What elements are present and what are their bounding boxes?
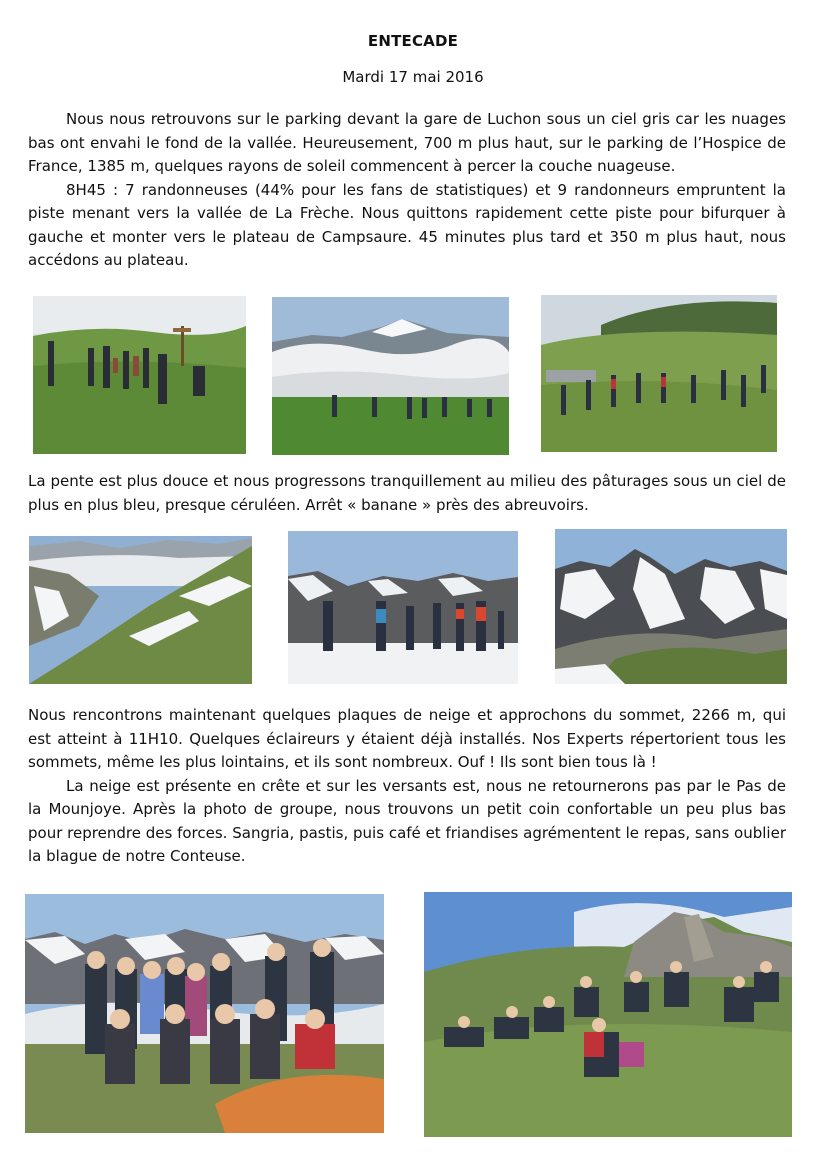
photo-snowy-slope-valley bbox=[29, 536, 252, 684]
page-title: ENTECADE bbox=[367, 32, 459, 50]
paragraph-pasture: La pente est plus douce et nous progressons tranquillement au milieu des pâturages sous un ciel de plus en plus bleu, presque céruléen. Arrêt « banane » près des abreuvoirs. bbox=[28, 472, 786, 514]
paragraph-summit-1: Nous rencontrons maintenant quelques plaques de neige et approchons du sommet, 2266 m, qui est atteint à 11H10. Quelques éclaireurs y étaient déjà installés. Nos Experts répertorient tous les sommets, même les plus lointains, et ils sont nombreux. Ouf ! Ils sont bien tous là ! bbox=[28, 706, 786, 771]
photo-snowy-peaks-summit bbox=[555, 529, 787, 684]
paragraph-intro-1: Nous nous retrouvons sur le parking devant la gare de Luchon sous un ciel gris car les nuages bas ont envahi le fond de la vallée. Heureusement, 700 m plus haut, sur le parking de l’Hospice de France, 1385 m, quelques rayons de soleil commencent à percer la couche nuageuse. bbox=[28, 110, 786, 175]
paragraph-intro bbox=[28, 108, 786, 273]
photo-hikers-plateau-troughs bbox=[541, 295, 777, 452]
photo-group-summit bbox=[25, 894, 384, 1133]
paragraph-summit bbox=[28, 704, 786, 869]
paragraph-intro-2: 8H45 : 7 randonneuses (44% pour les fans de statistiques) et 9 randonneurs empruntent la piste menant vers la vallée de La Frèche. Nous quittons rapidement cette piste pour bifurquer à gauche et monter vers le plateau de Campsaure. 45 minutes plus tard et 350 m plus haut, nous accédons au plateau. bbox=[28, 180, 786, 269]
photo-group-start bbox=[33, 296, 246, 454]
page-date: Mardi 17 mai 2016 bbox=[342, 68, 484, 86]
photo-picnic-rocks bbox=[424, 892, 792, 1137]
paragraph-summit-2: La neige est présente en crête et sur les versants est, nous ne retournerons pas par le Pas de la Mounjoye. Après la photo de groupe, nous trouvons un petit coin confortable un peu plus bas pour reprendre des forces. Sangria, pastis, puis café et friandises agrémentent le repas, sans oublier la blague de notre Conteuse. bbox=[28, 776, 786, 865]
photo-hikers-on-snow bbox=[288, 531, 518, 684]
photo-hikers-cloud-valley bbox=[272, 297, 509, 455]
